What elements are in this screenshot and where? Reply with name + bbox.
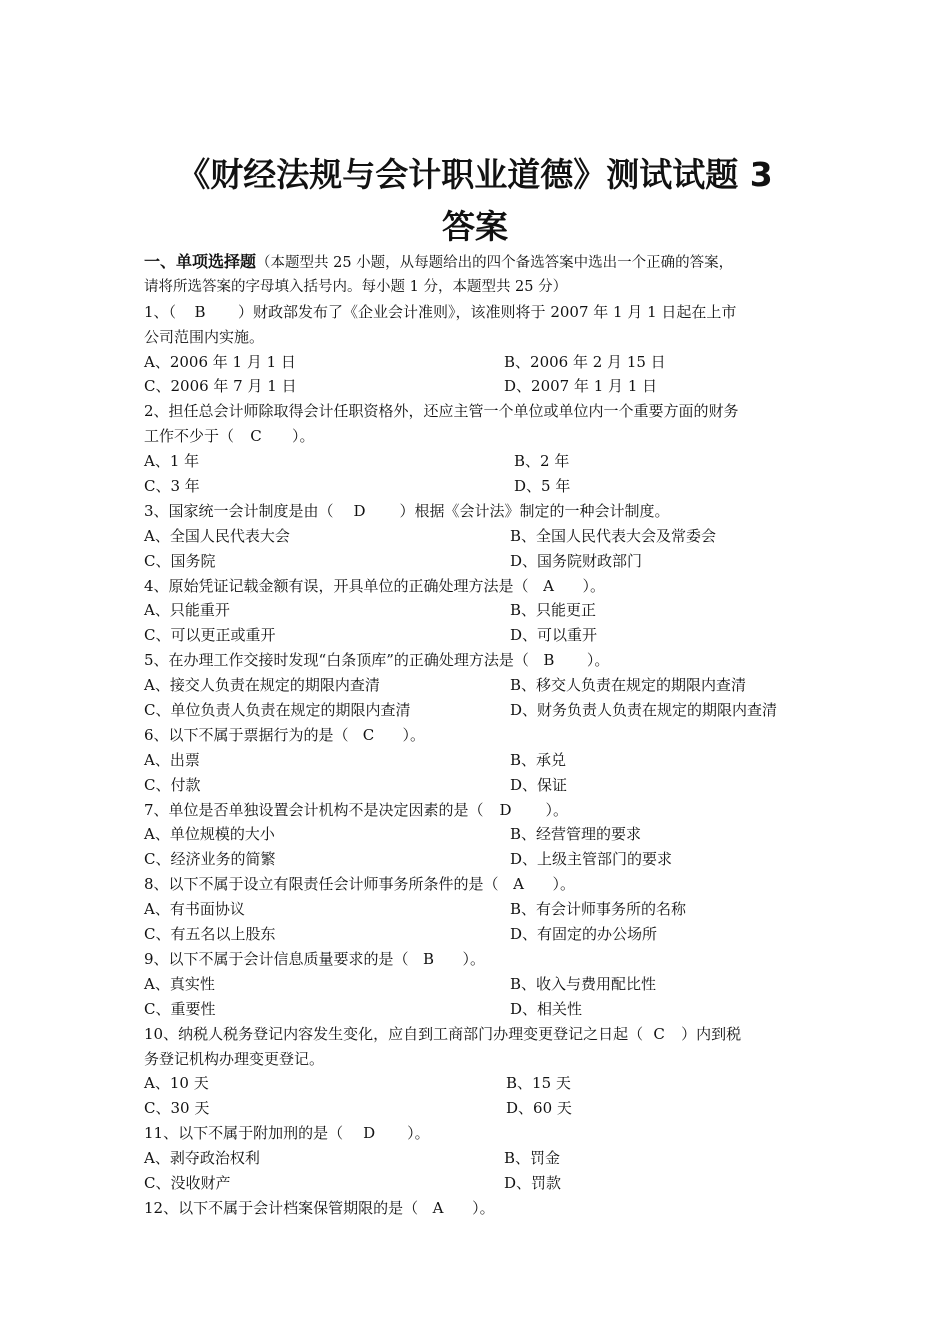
option-c: C、30 天 xyxy=(144,1099,210,1118)
question-6-options xyxy=(144,773,814,798)
option-a: A、只能重开 xyxy=(144,601,230,620)
question-5-options xyxy=(144,673,814,698)
question-10-options xyxy=(144,1071,814,1096)
section-heading: 一、单项选择题 xyxy=(144,252,257,271)
question-8: 8、以下不属于设立有限责任会计师事务所条件的是（ A ）。 xyxy=(144,872,814,897)
question-2-options xyxy=(144,474,814,499)
option-d: D、相关性 xyxy=(510,999,583,1018)
question-8-options xyxy=(144,897,814,922)
answer-12: A xyxy=(432,1198,444,1217)
question-3-options xyxy=(144,524,814,549)
question-9: 9、以下不属于会计信息质量要求的是（ B ）。 xyxy=(144,947,814,972)
answer-3: D xyxy=(353,501,366,520)
answer-1: B xyxy=(194,302,206,321)
question-12: 12、以下不属于会计档案保管期限的是（ A ）。 xyxy=(144,1196,814,1221)
option-a: A、有书面协议 xyxy=(144,900,245,919)
question-4-options xyxy=(144,623,814,648)
option-a: A、1 年 xyxy=(144,452,200,471)
section-heading-line xyxy=(144,250,814,275)
option-a: A、全国人民代表大会 xyxy=(144,526,290,545)
document-body xyxy=(144,250,814,1221)
option-d: D、2007 年 1 月 1 日 xyxy=(504,377,658,396)
answer-4: A xyxy=(543,576,554,595)
option-d: D、上级主管部门的要求 xyxy=(510,850,673,869)
option-a: A、10 天 xyxy=(144,1074,209,1093)
option-d: D、罚款 xyxy=(504,1173,562,1192)
option-b: B、只能更正 xyxy=(510,601,597,620)
document-title-line2: 答案 xyxy=(442,207,508,246)
answer-2: C xyxy=(250,427,262,446)
question-9-options xyxy=(144,972,814,997)
option-c: C、3 年 xyxy=(144,477,200,496)
option-b: B、移交人负责在规定的期限内查清 xyxy=(510,676,747,695)
question-11-options xyxy=(144,1146,814,1171)
section-note: （本题型共 25 小题，从每题给出的四个备选答案中选出一个正确的答案， xyxy=(256,255,734,271)
option-d: D、国务院财政部门 xyxy=(510,551,643,570)
option-c: C、重要性 xyxy=(144,999,216,1018)
option-c: C、可以更正或重开 xyxy=(144,626,276,645)
option-d: D、有固定的办公场所 xyxy=(510,925,658,944)
option-b: B、经营管理的要求 xyxy=(510,825,642,844)
question-11-options xyxy=(144,1171,814,1196)
question-10: 10、纳税人税务登记内容发生变化，应自到工商部门办理变更登记之日起（ C ）内到税 xyxy=(144,1022,814,1047)
question-2-options xyxy=(144,449,814,474)
answer-11: D xyxy=(363,1124,376,1143)
answer-7: D xyxy=(499,800,512,819)
question-3-options xyxy=(144,549,814,574)
option-d: D、可以重开 xyxy=(510,626,598,645)
option-a: A、出票 xyxy=(144,750,200,769)
option-b: B、15 天 xyxy=(506,1074,571,1093)
document-title: 《财经法规与会计职业道德》测试试题 3 xyxy=(177,155,773,194)
question-10-cont: 务登记机构办理变更登记。 xyxy=(144,1049,325,1068)
question-7-options xyxy=(144,847,814,872)
option-c: C、2006 年 7 月 1 日 xyxy=(144,377,297,396)
answer-5: B xyxy=(543,651,555,670)
option-c: C、经济业务的简繁 xyxy=(144,850,276,869)
question-4-options xyxy=(144,598,814,623)
question-6: 6、以下不属于票据行为的是（ C ）。 xyxy=(144,723,814,748)
answer-9: B xyxy=(423,949,435,968)
question-1-options xyxy=(144,374,814,399)
answer-8: A xyxy=(513,875,524,894)
option-a: A、2006 年 1 月 1 日 xyxy=(144,352,296,371)
option-b: B、收入与费用配比性 xyxy=(510,974,657,993)
option-b: B、罚金 xyxy=(504,1149,561,1168)
option-a: A、接交人负责在规定的期限内查清 xyxy=(144,676,380,695)
option-a: A、剥夺政治权利 xyxy=(144,1149,260,1168)
option-b: B、全国人民代表大会及常委会 xyxy=(510,526,717,545)
option-d: D、财务负责人负责在规定的期限内查清 xyxy=(510,701,778,720)
question-5: 5、在办理工作交接时发现“白条顶库”的正确处理方法是（ B ）。 xyxy=(144,648,814,673)
section-note-cont: 请将所选答案的字母填入括号内。每小题 1 分，本题型共 25 分） xyxy=(144,278,568,295)
option-d: D、保证 xyxy=(510,775,568,794)
option-c: C、单位负责人负责在规定的期限内查清 xyxy=(144,701,411,720)
question-1-cont: 公司范围内实施。 xyxy=(144,327,265,346)
answer-10: C xyxy=(653,1024,665,1043)
option-d: D、60 天 xyxy=(506,1099,572,1118)
question-11: 11、以下不属于附加刑的是（ D ）。 xyxy=(144,1121,814,1146)
option-b: B、2 年 xyxy=(514,452,570,471)
question-10-options xyxy=(144,1096,814,1121)
answer-6: C xyxy=(362,725,375,744)
question-8-options xyxy=(144,922,814,947)
question-7: 7、单位是否单独设置会计机构不是决定因素的是（ D ）。 xyxy=(144,798,814,823)
question-1-options xyxy=(144,350,814,375)
option-a: A、单位规模的大小 xyxy=(144,825,275,844)
option-d: D、5 年 xyxy=(514,477,571,496)
option-c: C、国务院 xyxy=(144,551,216,570)
question-9-options xyxy=(144,997,814,1022)
option-c: C、没收财产 xyxy=(144,1173,231,1192)
option-b: B、承兑 xyxy=(510,750,567,769)
option-c: C、付款 xyxy=(144,775,201,794)
question-5-options xyxy=(144,698,814,723)
option-a: A、真实性 xyxy=(144,974,215,993)
option-b: B、有会计师事务所的名称 xyxy=(510,900,687,919)
question-2-cont: 工作不少于（ C ）。 xyxy=(144,424,814,449)
option-c: C、有五名以上股东 xyxy=(144,925,276,944)
question-7-options xyxy=(144,822,814,847)
question-2: 2、担任总会计师除取得会计任职资格外，还应主管一个单位或单位内一个重要方面的财务 xyxy=(144,402,739,421)
option-b: B、2006 年 2 月 15 日 xyxy=(504,352,666,371)
question-6-options xyxy=(144,748,814,773)
question-4: 4、原始凭证记载金额有误，开具单位的正确处理方法是（ A ）。 xyxy=(144,574,814,599)
question-3: 3、国家统一会计制度是由（ D ）根据《会计法》制定的一种会计制度。 xyxy=(144,499,814,524)
question-1: 1、（ B ）财政部发布了《企业会计准则》，该准则将于 2007 年 1 月 1 日起在上市 xyxy=(144,300,814,325)
